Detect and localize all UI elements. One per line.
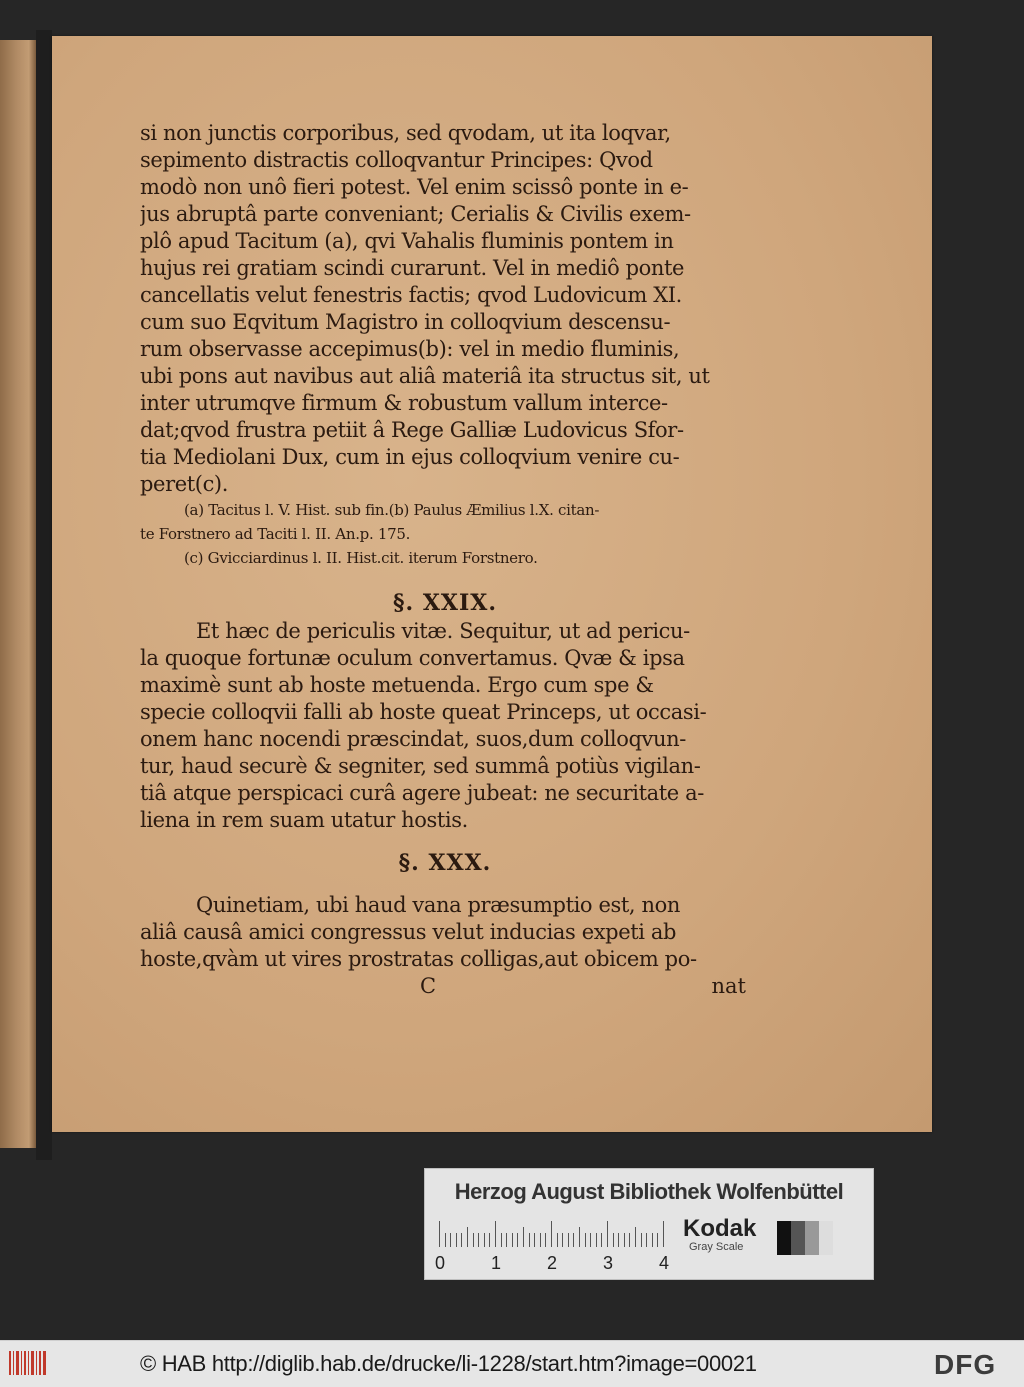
library-name: Herzog August Bibliothek Wolfenbüttel — [454, 1179, 844, 1204]
footer-bar — [0, 1340, 1024, 1387]
ruler-tick — [657, 1233, 658, 1247]
ruler-tick — [635, 1227, 636, 1247]
ruler-tick — [545, 1233, 546, 1247]
text-line: ubi pons aut navibus aut aliâ materiâ ita structus sit, ut — [140, 364, 710, 388]
ruler-tick — [641, 1233, 642, 1247]
ruler-tick — [551, 1221, 552, 1247]
text-line: jus abruptâ parte conveniant; Cerialis & Civilis exem- — [140, 202, 691, 226]
ruler-tick — [529, 1233, 530, 1247]
ruler-tick — [624, 1233, 625, 1247]
ruler-tick — [512, 1233, 513, 1247]
ruler-tick — [568, 1233, 569, 1247]
ruler-tick — [618, 1233, 619, 1247]
page-foot — [140, 973, 750, 1000]
ruler-tick — [456, 1233, 457, 1247]
text-line: si non junctis corporibus, sed qvodam, ut ita loqvar, — [140, 121, 671, 145]
ruler-tick — [663, 1221, 664, 1247]
kodak-logo: Kodak — [683, 1215, 757, 1242]
ruler-tick — [517, 1233, 518, 1247]
scale-number: 2 — [547, 1253, 558, 1273]
text-line: hoste,qvàm ut vires prostratas colligas,aut obicem po- — [140, 947, 697, 971]
ruler-tick — [585, 1233, 586, 1247]
book-gutter — [36, 30, 52, 1160]
section-heading-xxix: §. XXIX. — [393, 590, 497, 616]
scale-number: 4 — [659, 1253, 670, 1273]
paragraph-2 — [140, 618, 750, 834]
ruler-tick — [652, 1233, 653, 1247]
dfg-logo: DFG — [934, 1349, 997, 1380]
ruler-tick — [450, 1233, 451, 1247]
text-line: cancellatis velut fenestris factis; qvod Ludovicum XI. — [140, 283, 682, 307]
ruler-tick — [590, 1233, 591, 1247]
barcode-icon — [8, 1349, 48, 1377]
ruler-tick — [534, 1233, 535, 1247]
color-reference-card — [424, 1168, 874, 1280]
footnote-line: te Forstnero ad Taciti l. II. An.p. 175. — [140, 525, 411, 543]
ruler-tick — [489, 1233, 490, 1247]
text-line: Quinetiam, ubi haud vana præsumptio est, non — [196, 893, 680, 917]
text-line: maximè sunt ab hoste metuenda. Ergo cum spe & — [140, 673, 654, 697]
adjacent-page-edge — [0, 40, 36, 1148]
ruler-tick — [467, 1227, 468, 1247]
scale-number: 0 — [435, 1253, 446, 1273]
ruler-tick — [461, 1233, 462, 1247]
text-line: Et hæc de periculis vitæ. Sequitur, ut ad pericu- — [196, 619, 690, 643]
signature-mark: C — [420, 974, 437, 998]
book-page — [52, 36, 932, 1132]
ruler-tick — [506, 1233, 507, 1247]
text-line: peret(c). — [140, 472, 228, 496]
ruler-tick — [596, 1233, 597, 1247]
text-line: liena in rem suam utatur hostis. — [140, 808, 468, 832]
text-line: hujus rei gratiam scindi curarunt. Vel in mediô ponte — [140, 256, 685, 280]
ruler-tick — [445, 1233, 446, 1247]
text-line: specie colloqvii falli ab hoste queat Princeps, ut occasi- — [140, 700, 707, 724]
footnote-line: (a) Tacitus l. V. Hist. sub fin.(b) Paulus Æmilius l.X. citan- — [184, 501, 600, 519]
ruler-tick — [540, 1233, 541, 1247]
gray-scale-label: Gray Scale — [689, 1241, 744, 1253]
text-line: tur, haud securè & segniter, sed summâ potiùs vigilan- — [140, 754, 701, 778]
text-line: inter utrumqve firmum & robustum vallum interce- — [140, 391, 668, 415]
text-line: sepimento distractis colloqvantur Principes: Qvod — [140, 148, 653, 172]
text-line: tia Mediolani Dux, cum in ejus colloqvium venire cu- — [140, 445, 680, 469]
ruler-tick — [607, 1221, 608, 1247]
scale-number: 3 — [603, 1253, 614, 1273]
ruler-tick — [523, 1227, 524, 1247]
ruler-tick — [613, 1233, 614, 1247]
ruler-tick — [562, 1233, 563, 1247]
copyright-url[interactable]: © HAB http://diglib.hab.de/drucke/li-1228/start.htm?image=00021 — [140, 1351, 757, 1376]
text-line: dat;qvod frustra petiit â Rege Galliæ Ludovicus Sfor- — [140, 418, 684, 442]
gray-swatches — [777, 1221, 833, 1255]
footnotes — [140, 498, 750, 570]
text-line: tiâ atque perspicaci curâ agere jubeat: ne securitate a- — [140, 781, 704, 805]
text-line: cum suo Eqvitum Magistro in colloqvium descensu- — [140, 310, 671, 334]
ruler-tick — [601, 1233, 602, 1247]
text-line: plô apud Tacitum (a), qvi Vahalis fluminis pontem in — [140, 229, 674, 253]
ruler-tick — [501, 1233, 502, 1247]
scale-number: 1 — [491, 1253, 502, 1273]
text-line: la quoque fortunæ oculum convertamus. Qvæ & ipsa — [140, 646, 685, 670]
catchword: nat — [711, 974, 746, 998]
ruler-tick — [495, 1221, 496, 1247]
page-text-block — [140, 120, 750, 1000]
ruler-tick — [557, 1233, 558, 1247]
scale-ruler — [439, 1219, 669, 1247]
ruler-tick — [646, 1233, 647, 1247]
ruler-tick — [478, 1233, 479, 1247]
ruler-tick — [484, 1233, 485, 1247]
text-line: modò non unô fieri potest. Vel enim scissô ponte in e- — [140, 175, 689, 199]
section-heading-xxx: §. XXX. — [398, 850, 492, 876]
footnote-line: (c) Gvicciardinus l. II. Hist.cit. iterum Forstnero. — [184, 549, 538, 567]
ruler-tick — [473, 1233, 474, 1247]
ruler-tick — [439, 1221, 440, 1247]
ruler-tick — [579, 1227, 580, 1247]
text-line: onem hanc nocendi præscindat, suos,dum colloqvun- — [140, 727, 686, 751]
ruler-tick — [629, 1233, 630, 1247]
text-line: rum observasse accepimus(b): vel in medio fluminis, — [140, 337, 680, 361]
paragraph-1 — [140, 120, 750, 498]
paragraph-3 — [140, 892, 750, 973]
ruler-tick — [573, 1233, 574, 1247]
text-line: aliâ causâ amici congressus velut inducias expeti ab — [140, 920, 677, 944]
